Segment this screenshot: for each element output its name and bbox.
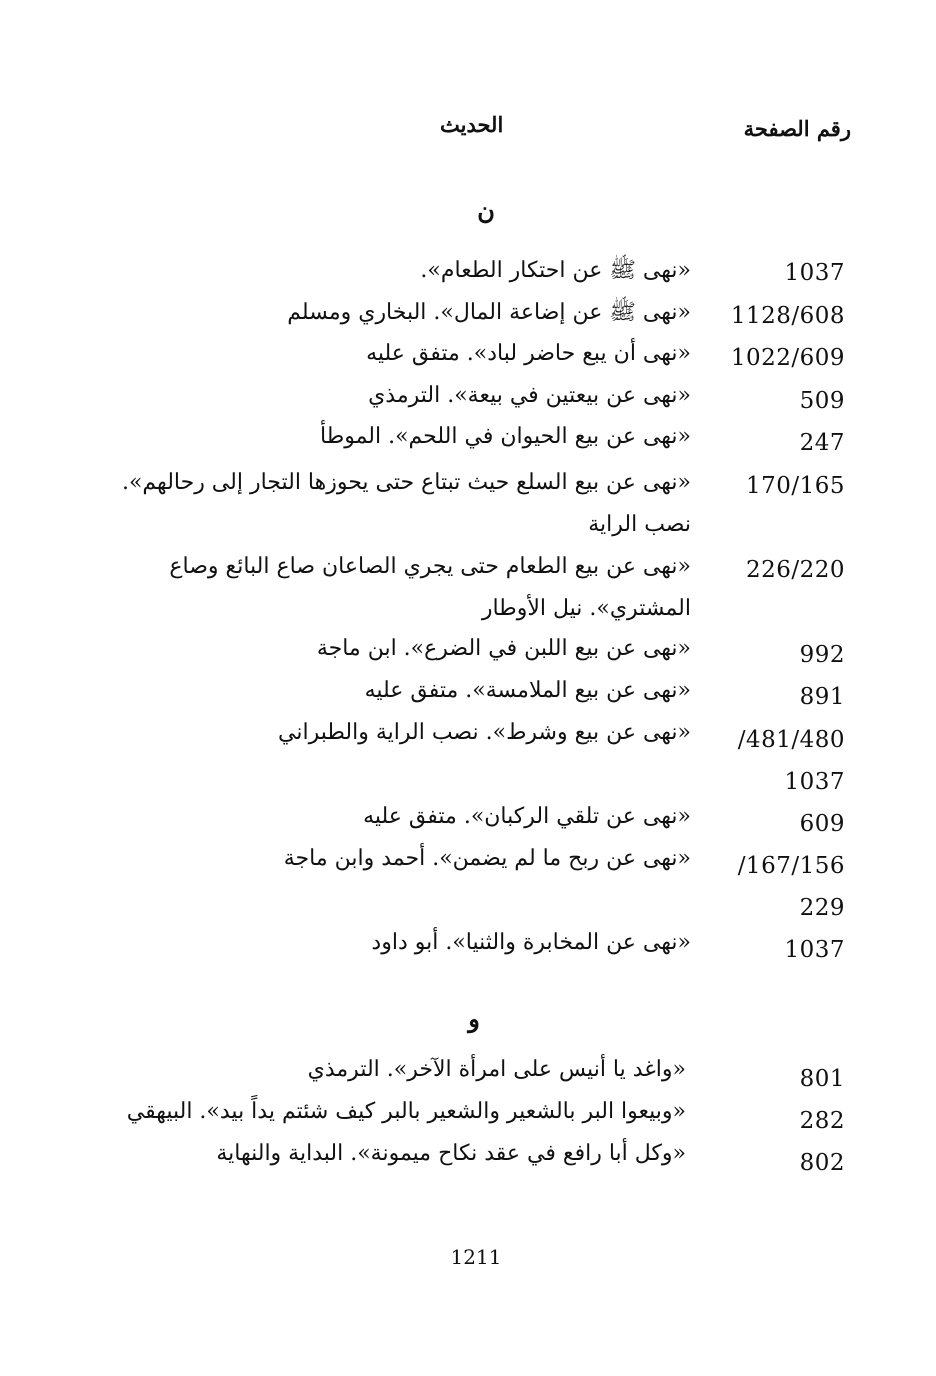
entry-pages: 1037 xyxy=(784,260,845,286)
entry-pages: 247 xyxy=(799,430,845,456)
entry-text: «نهى عن بيع الحيوان في اللحم». الموطأ xyxy=(319,424,691,449)
entry-text: «نهى ﷺ عن إضاعة المال». البخاري ومسلم xyxy=(287,300,691,325)
page-column-header: رقم الصفحة xyxy=(743,116,851,141)
page-number: 1211 xyxy=(450,1245,502,1269)
entry-pages: 1022/609 xyxy=(730,345,845,371)
entry-pages: 509 xyxy=(799,388,845,414)
entry-text: «نهى عن بيع اللبن في الضرع». ابن ماجة xyxy=(316,636,691,661)
entry-pages: 992 xyxy=(799,642,845,668)
entry-text: «نهى عن ربح ما لم يضمن». أحمد وابن ماجة xyxy=(283,846,691,871)
entry-text: «نهى عن بيع السلع حيث تبتاع حتى يحوزها التجار إلى رحالهم». نصب الراية xyxy=(121,470,691,537)
entry-text: «واغد يا أنيس على امرأة الآخر». الترمذي xyxy=(307,1057,686,1082)
entry-text: «نهى عن بيع الملامسة». متفق عليه xyxy=(364,678,691,703)
entry-text: «نهى ﷺ عن احتكار الطعام». xyxy=(420,258,691,283)
entry-text: «وكل أبا رافع في عقد نكاح ميمونة». البداية والنهاية xyxy=(216,1141,686,1166)
entry-pages: 226/220 xyxy=(745,557,845,583)
entry-pages: 891 xyxy=(799,684,845,710)
entry-pages: 609 xyxy=(799,811,845,837)
entry-pages: 1128/608 xyxy=(730,303,845,329)
entry-pages-continued: 229 xyxy=(799,895,845,921)
entry-text: «نهى أن يبع حاضر لباد». متفق عليه xyxy=(366,341,691,366)
entry-text: «وبيعوا البر بالشعير والشعير بالبر كيف شئتم يداً بيد». البيهقي xyxy=(126,1099,686,1124)
hadith-column-header: الحديث xyxy=(440,112,504,137)
entry-pages: /167/156 xyxy=(737,853,845,879)
entry-pages-continued: 1037 xyxy=(784,769,845,795)
entry-pages: 1037 xyxy=(784,937,845,963)
entry-text: «نهى عن بيع الطعام حتى يجري الصاعان صاع البائع وصاع المشتري». نيل الأوطار xyxy=(169,554,691,621)
entry-text: «نهى عن المخابرة والثنيا». أبو داود xyxy=(371,930,691,955)
entry-pages: 282 xyxy=(799,1108,845,1134)
entry-text: «نهى عن تلقي الركبان». متفق عليه xyxy=(363,804,691,829)
entry-pages: 801 xyxy=(799,1066,845,1092)
entry-pages: /481/480 xyxy=(737,727,845,753)
entry-text: «نهى عن بيع وشرط». نصب الراية والطبراني xyxy=(278,720,691,745)
entry-text: «نهى عن بيعتين في بيعة». الترمذي xyxy=(368,383,691,408)
section-letter-waw: و xyxy=(468,1004,480,1033)
section-letter-noon: ن xyxy=(477,196,495,225)
entry-pages: 802 xyxy=(799,1150,845,1176)
entry-pages: 170/165 xyxy=(745,473,845,499)
